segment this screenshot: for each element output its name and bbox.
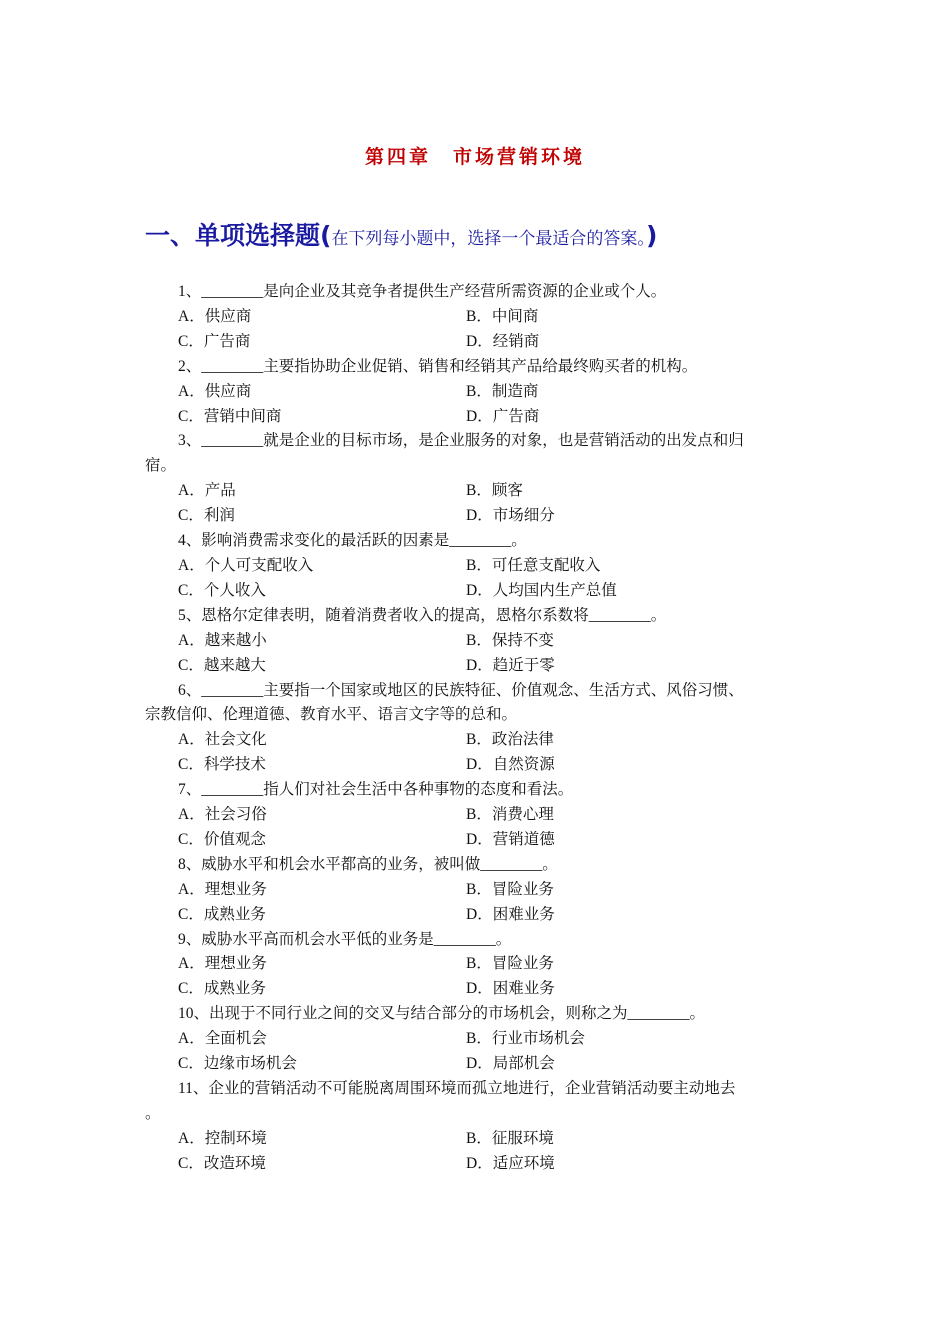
option-row <box>145 479 810 504</box>
option-item: B．顾客 <box>466 482 523 500</box>
question-text: 9、威胁水平高而机会水平低的业务是________。 <box>178 930 512 948</box>
option-item: A．社会习俗 <box>178 806 267 824</box>
question-text-continued: 。 <box>145 1104 161 1122</box>
option-item: B．冒险业务 <box>466 880 554 898</box>
option-item: A．社会文化 <box>178 731 267 749</box>
section-heading-text: 一、单项选择题( <box>145 221 332 250</box>
option-row <box>145 654 810 679</box>
question-text-continued: 宿。 <box>145 457 177 475</box>
section-heading-close: ) <box>645 221 658 250</box>
option-item: B．政治法律 <box>466 731 554 749</box>
option-item: D．人均国内生产总值 <box>466 581 617 599</box>
option-item: D．市场细分 <box>466 507 555 525</box>
option-item: D．局部机会 <box>466 1055 555 1073</box>
option-item: B．可任意支配收入 <box>466 556 601 574</box>
question-text: 6、________主要指一个国家或地区的民族特征、价值观念、生活方式、风俗习惯、 <box>178 681 744 699</box>
option-item: C．个人收入 <box>178 581 266 599</box>
option-item: D．困难业务 <box>466 980 555 998</box>
option-item: A．理想业务 <box>178 880 267 898</box>
option-row <box>145 405 810 430</box>
question-text: 2、________主要指协助企业促销、销售和经销其产品给最终购买者的机构。 <box>178 357 698 375</box>
option-item: C．成熟业务 <box>178 980 266 998</box>
option-item: D．自然资源 <box>466 756 555 774</box>
option-item: A．越来越小 <box>178 631 267 649</box>
option-row <box>145 330 810 355</box>
option-row <box>145 1027 810 1052</box>
option-item: C．改造环境 <box>178 1154 266 1172</box>
option-item: C．营销中间商 <box>178 407 282 425</box>
option-row <box>145 728 810 753</box>
option-item: B．征服环境 <box>466 1129 554 1147</box>
option-item: B．制造商 <box>466 382 539 400</box>
option-row <box>145 952 810 977</box>
option-item: D．广告商 <box>466 407 540 425</box>
option-row <box>145 579 810 604</box>
section-instruction: 在下列每小题中，选择一个最适合的答案。 <box>331 229 646 249</box>
option-item: A．个人可支配收入 <box>178 556 314 574</box>
option-row <box>145 1127 810 1152</box>
option-item: A．供应商 <box>178 382 252 400</box>
chapter-title: 第四章 市场营销环境 <box>364 146 585 168</box>
option-item: B．冒险业务 <box>466 955 554 973</box>
option-row <box>145 828 810 853</box>
question-text: 3、________就是企业的目标市场，是企业服务的对象，也是营销活动的出发点和归 <box>178 432 744 450</box>
option-row <box>145 1152 810 1177</box>
option-row <box>145 1052 810 1077</box>
option-item: A．理想业务 <box>178 955 267 973</box>
option-item: D．适应环境 <box>466 1154 555 1172</box>
question-text-continued: 宗教信仰、伦理道德、教育水平、语言文字等的总和。 <box>145 706 518 724</box>
option-row <box>145 554 810 579</box>
option-item: C．成熟业务 <box>178 905 266 923</box>
option-item: B．保持不变 <box>466 631 554 649</box>
option-row <box>145 903 810 928</box>
option-row <box>145 504 810 529</box>
question-text: 8、威胁水平和机会水平都高的业务，被叫做________。 <box>178 855 558 873</box>
option-item: D．经销商 <box>466 332 540 350</box>
option-item: C．广告商 <box>178 332 251 350</box>
option-row <box>145 878 810 903</box>
option-item: C．越来越大 <box>178 656 266 674</box>
option-item: D．营销道德 <box>466 830 555 848</box>
option-row <box>145 753 810 778</box>
question-text: 11、企业的营销活动不可能脱离周围环境而孤立地进行，企业营销活动要主动地去 <box>178 1080 736 1097</box>
option-item: B．消费心理 <box>466 806 554 824</box>
option-item: B．中间商 <box>466 307 539 325</box>
option-row <box>145 629 810 654</box>
option-item: C．利润 <box>178 507 235 525</box>
question-text: 4、影响消费需求变化的最活跃的因素是________。 <box>178 532 527 550</box>
question-text: 10、出现于不同行业之间的交叉与结合部分的市场机会，则称之为________。 <box>178 1005 706 1023</box>
question-text: 7、________指人们对社会生活中各种事物的态度和看法。 <box>178 781 574 799</box>
option-item: C．科学技术 <box>178 756 266 774</box>
section-heading <box>145 218 657 257</box>
option-item: A．控制环境 <box>178 1129 267 1147</box>
option-item: D．困难业务 <box>466 905 555 923</box>
option-item: A．产品 <box>178 482 236 500</box>
option-row <box>145 305 810 330</box>
option-row <box>145 977 810 1002</box>
option-item: A．全面机会 <box>178 1030 267 1048</box>
option-item: C．边缘市场机会 <box>178 1055 297 1073</box>
option-item: D．趋近于零 <box>466 656 555 674</box>
question-text: 5、恩格尔定律表明，随着消费者收入的提高，恩格尔系数将________。 <box>178 606 667 624</box>
option-row <box>145 380 810 405</box>
question-text: 1、________是向企业及其竞争者提供生产经营所需资源的企业或个人。 <box>178 283 667 300</box>
question-list <box>145 280 810 1177</box>
option-row <box>145 803 810 828</box>
option-item: C．价值观念 <box>178 830 266 848</box>
option-item: B．行业市场机会 <box>466 1030 585 1048</box>
option-item: A．供应商 <box>178 307 252 325</box>
